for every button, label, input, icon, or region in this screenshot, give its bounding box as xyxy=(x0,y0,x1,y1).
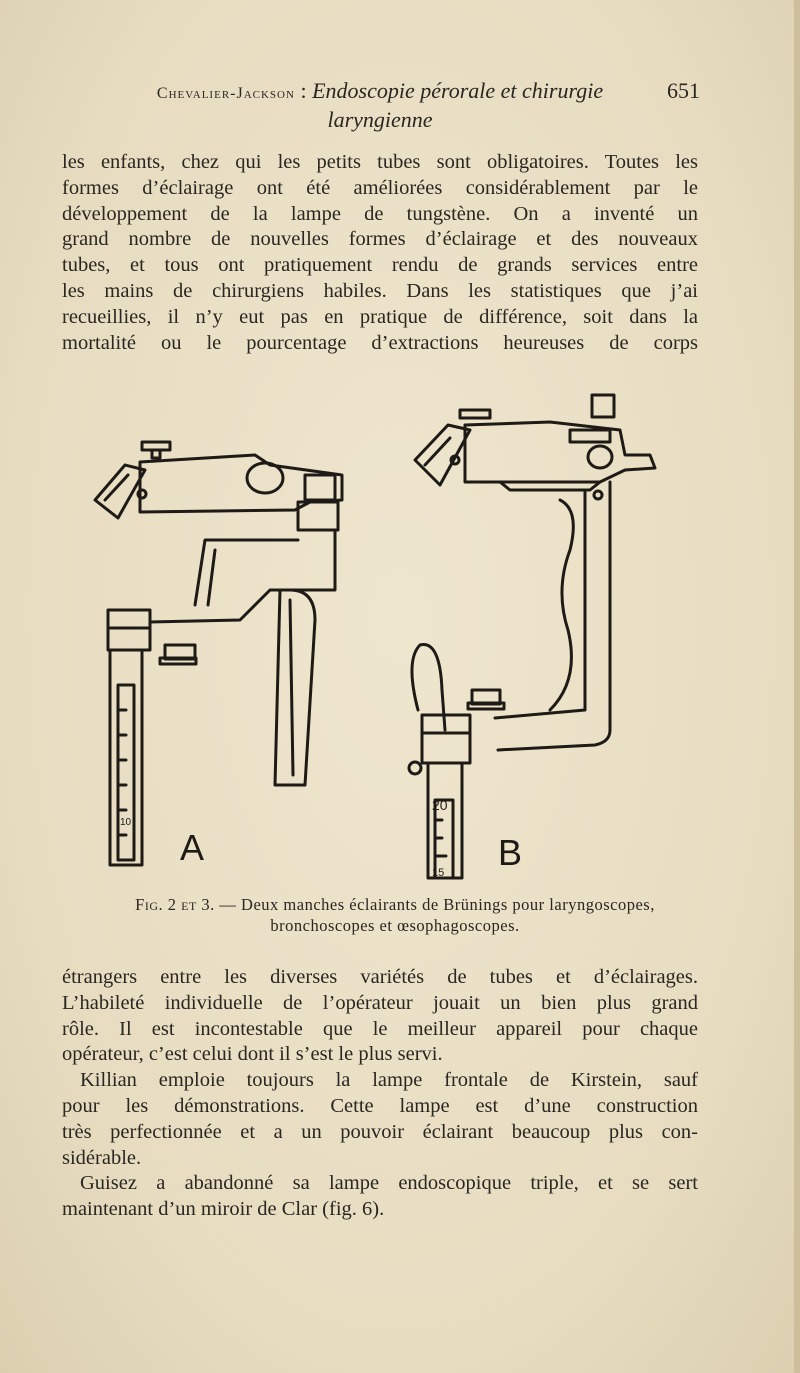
page-edge xyxy=(794,0,800,1373)
caption-fig-number: Fig. 2 et 3. xyxy=(135,895,215,914)
header-separator: : xyxy=(300,78,307,103)
header-title: Endoscopie pérorale et chirurgie xyxy=(312,78,604,103)
text-line: pour les démonstrations. Cette lampe est d’une construction xyxy=(62,1094,698,1117)
text-line: formes d’éclairage ont été améliorées considérablement par le xyxy=(62,176,698,199)
text-line: les enfants, chez qui les petits tubes sont obligatoires. Toutes les xyxy=(62,151,698,173)
handles-drawing xyxy=(80,390,700,880)
text-line: mortalité ou le pourcentage d’extractions heureuses de corps xyxy=(62,331,698,354)
text-line: maintenant d’un miroir de Clar (fig. 6). xyxy=(62,1198,385,1221)
text-line: grand nombre de nouvelles formes d’éclairage et des nouveaux xyxy=(62,228,698,251)
caption-dash: — xyxy=(214,895,242,914)
text-line: développement de la lampe de tungstène. On a inventé un xyxy=(62,202,698,225)
text-line: rôle. Il est incontestable que le meilleur appareil pour chaque xyxy=(62,1017,698,1040)
text-line: très perfectionnée et a un pouvoir éclairant beaucoup plus con- xyxy=(62,1120,698,1143)
text-line: opérateur, c’est celui dont il s’est le plus servi. xyxy=(62,1043,443,1066)
handle-a xyxy=(95,442,342,865)
text-line: étrangers entre les diverses variétés de tubes et d’éclairages. xyxy=(62,966,698,988)
text-line: sidérable. xyxy=(62,1146,142,1169)
scale-b-top: 20 xyxy=(432,797,448,813)
scale-b-bottom: 15 xyxy=(432,867,445,879)
header-title-line2: laryngienne xyxy=(327,107,433,132)
figure-label-b: B xyxy=(498,832,523,873)
text-line: recueillies, il n’y eut pas en pratique de différence, soit dans la xyxy=(62,305,698,328)
text-line: tubes, et tous ont pratiquement rendu de grands services entre xyxy=(62,254,698,277)
body-text-bottom xyxy=(62,965,698,1223)
page-number: 651 xyxy=(667,78,700,103)
scale-a-mark: 10 xyxy=(120,817,132,828)
text-line: Guisez a abandonné sa lampe endoscopique triple, et se sert xyxy=(80,1172,698,1195)
caption-line2: bronchoscopes et œsophagoscopes. xyxy=(270,916,520,935)
figure-label-a: A xyxy=(180,827,205,868)
figure-illustration xyxy=(80,390,700,880)
text-line: les mains de chirurgiens habiles. Dans les statistiques que j’ai xyxy=(62,279,698,302)
body-text-top xyxy=(62,150,698,356)
figure-caption xyxy=(90,894,700,936)
running-header xyxy=(60,78,700,133)
caption-line1: Deux manches éclairants de Brünings pour laryngoscopes, xyxy=(241,895,655,914)
text-line: Killian emploie toujours la lampe frontale de Kirstein, sauf xyxy=(80,1069,698,1092)
text-line: L’habileté individuelle de l’opérateur jouait un bien plus grand xyxy=(62,991,698,1014)
header-author: Chevalier-Jackson xyxy=(156,85,295,102)
